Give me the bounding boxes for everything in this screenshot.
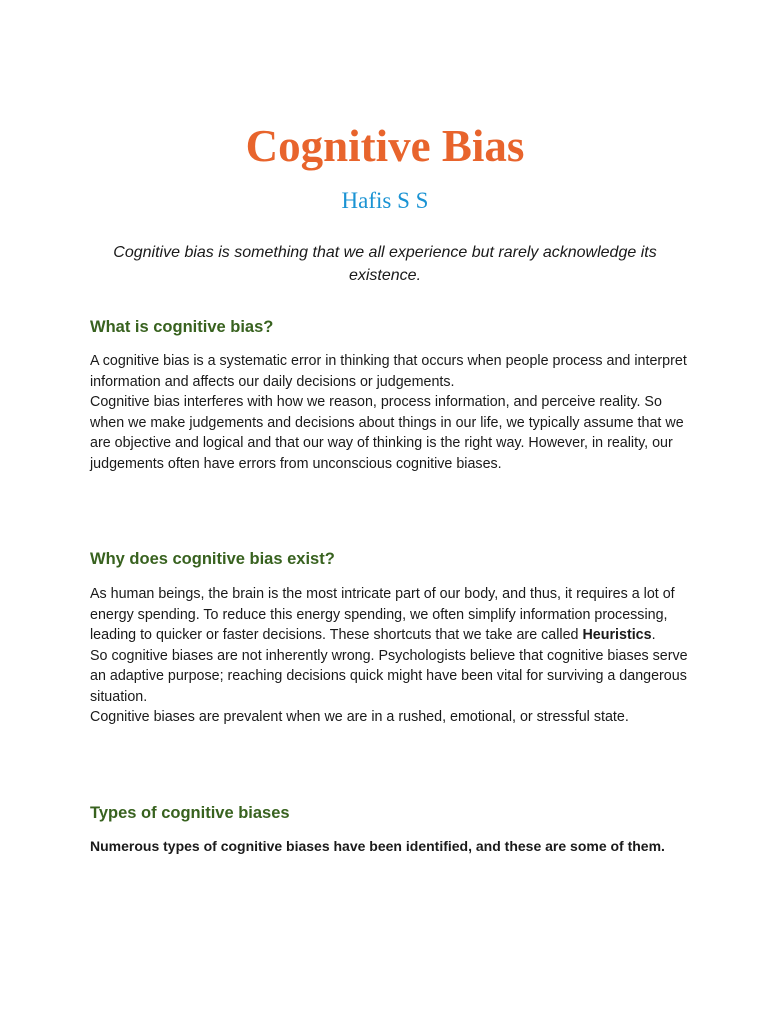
document-author: Hafis S S <box>341 188 429 213</box>
heading-why-does-cognitive-bias-exist: Why does cognitive bias exist? <box>90 550 335 568</box>
paragraph <box>90 584 690 646</box>
heading-types-of-cognitive-biases: Types of cognitive biases <box>90 804 290 822</box>
text-span: . <box>651 627 656 643</box>
section-what-body <box>90 351 690 474</box>
heuristics-term: Heuristics <box>582 627 652 643</box>
paragraph: Cognitive biases are prevalent when we are in a rushed, emotional, or stressful state. <box>90 709 629 725</box>
paragraph: A cognitive bias is a systematic error in thinking that occurs when people process and interpret information and affects our daily decisions or judgements. <box>90 353 687 390</box>
section-why-body <box>90 584 690 728</box>
heading-what-is-cognitive-bias: What is cognitive bias? <box>90 318 274 336</box>
paragraph: Cognitive bias interferes with how we reason, process information, and perceive reality. So when we make judgements and decisions about things in our life, we typically assume that we are objective and logical and that our way of thinking is the right way. However, in reality, our judgements often have errors from unconscious cognitive biases. <box>90 394 684 472</box>
intro-text: Cognitive bias is something that we all experience but rarely acknowledge its existence. <box>113 244 657 284</box>
types-lead-text: Numerous types of cognitive biases have been identified, and these are some of them. <box>90 838 665 854</box>
paragraph: So cognitive biases are not inherently wrong. Psychologists believe that cognitive biases serve an adaptive purpose; reaching decisions quick might have been vital for surviving a dangerous situation. <box>90 647 688 705</box>
text-span: As human beings, the brain is the most intricate part of our body, and thus, it requires a lot of energy spending. To reduce this energy spending, we often simplify information processing, leading to quicker or faster decisions. These shortcuts that we take are called <box>90 586 675 643</box>
document-title: Cognitive Bias <box>245 121 525 171</box>
